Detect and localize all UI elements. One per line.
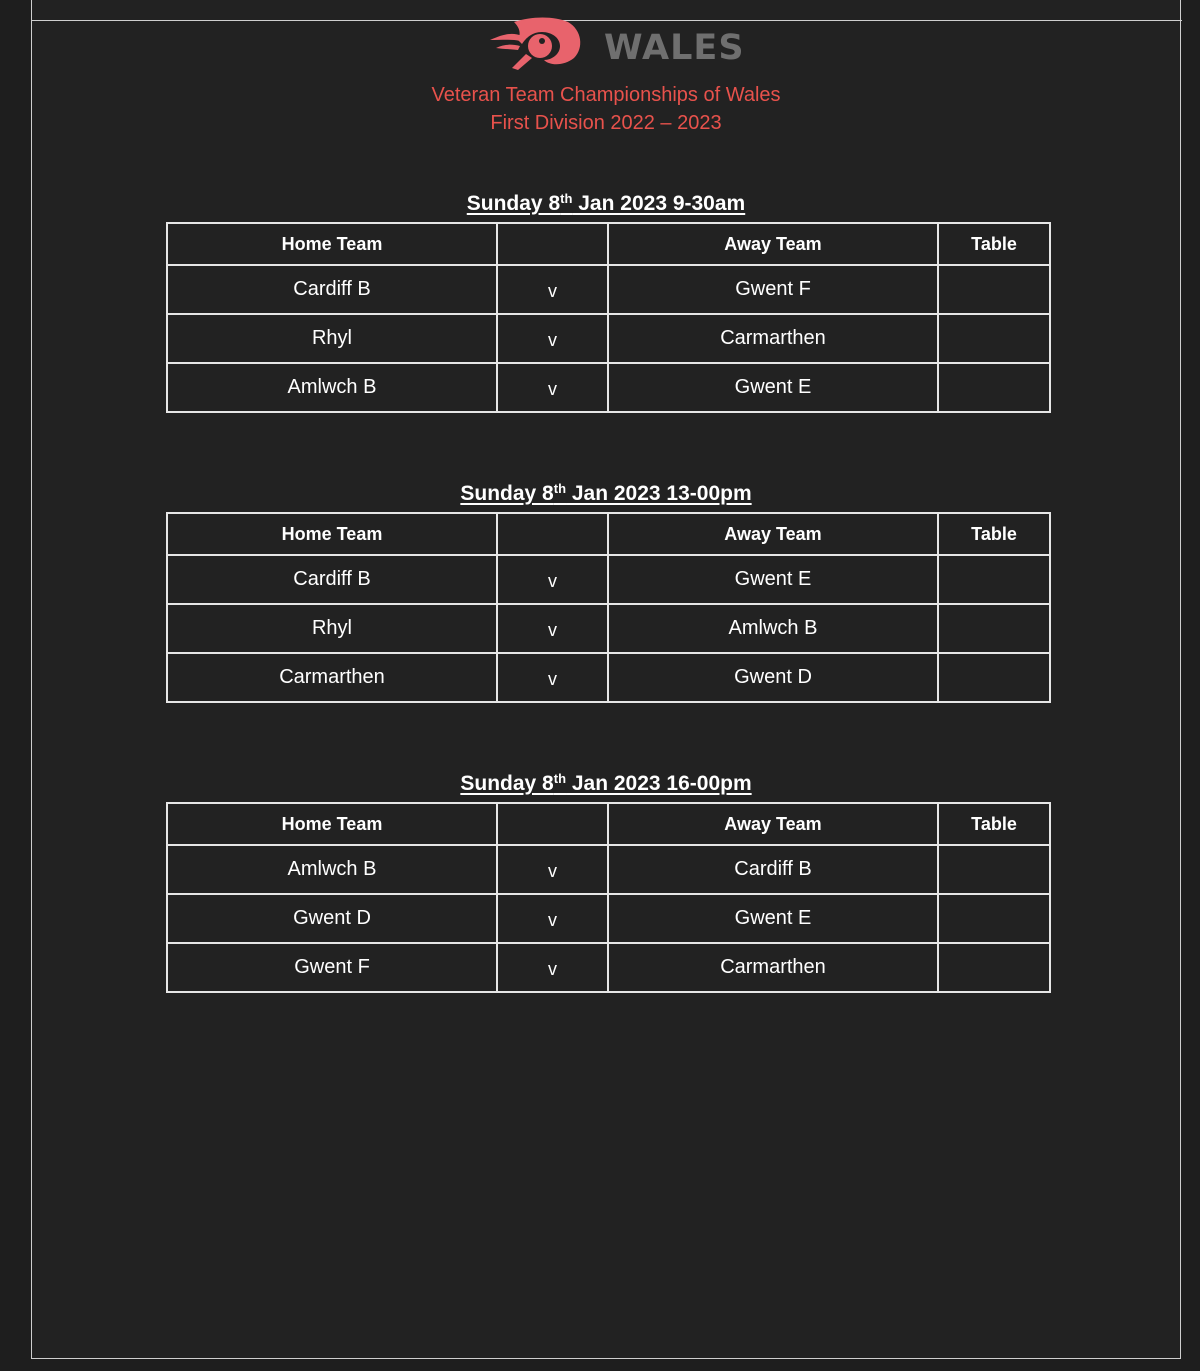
match-row [167, 604, 1050, 653]
home-team-cell: Rhyl [167, 604, 497, 653]
table-header-row [167, 803, 1050, 845]
vs-header [497, 803, 608, 845]
away-team-cell: Amlwch B [608, 604, 938, 653]
table-header-row [167, 223, 1050, 265]
home-team-cell: Gwent F [167, 943, 497, 992]
table-tennis-wales-logo [482, 14, 745, 70]
fixtures-table [166, 512, 1051, 703]
vs-header [497, 223, 608, 265]
match-row [167, 555, 1050, 604]
versus-cell: v [497, 943, 608, 992]
away-team-cell: Gwent E [608, 363, 938, 412]
away-team-cell: Gwent D [608, 653, 938, 702]
match-row [167, 653, 1050, 702]
away-team-cell: Carmarthen [608, 943, 938, 992]
home-team-cell: Rhyl [167, 314, 497, 363]
table-header-row [167, 513, 1050, 555]
match-row [167, 943, 1050, 992]
table-number-cell [938, 604, 1050, 653]
away-team-header: Away Team [608, 223, 938, 265]
session-heading: Sunday 8th Jan 2023 16-00pm [460, 771, 752, 795]
table-number-header: Table [938, 223, 1050, 265]
table-number-cell [938, 555, 1050, 604]
table-number-cell [938, 265, 1050, 314]
table-number-header: Table [938, 803, 1050, 845]
home-team-cell: Cardiff B [167, 555, 497, 604]
away-team-header: Away Team [608, 803, 938, 845]
away-team-cell: Gwent E [608, 555, 938, 604]
match-row [167, 894, 1050, 943]
table-number-cell [938, 845, 1050, 894]
versus-cell: v [497, 894, 608, 943]
match-row [167, 363, 1050, 412]
away-team-cell: Cardiff B [608, 845, 938, 894]
versus-cell: v [497, 555, 608, 604]
table-number-cell [938, 363, 1050, 412]
home-team-cell: Amlwch B [167, 363, 497, 412]
home-team-cell: Carmarthen [167, 653, 497, 702]
session-heading: Sunday 8th Jan 2023 9-30am [466, 191, 746, 215]
match-row [167, 314, 1050, 363]
away-team-cell: Gwent E [608, 894, 938, 943]
versus-cell: v [497, 314, 608, 363]
away-team-header: Away Team [608, 513, 938, 555]
fixtures-table [166, 222, 1051, 413]
match-row [167, 845, 1050, 894]
home-team-cell: Cardiff B [167, 265, 497, 314]
home-team-cell: Gwent D [167, 894, 497, 943]
table-tennis-dragon-icon [482, 14, 592, 70]
versus-cell: v [497, 604, 608, 653]
table-number-cell [938, 943, 1050, 992]
match-row [167, 265, 1050, 314]
versus-cell: v [497, 845, 608, 894]
division-title: First Division 2022 – 2023 [490, 112, 722, 134]
championship-title: Veteran Team Championships of Wales [431, 84, 781, 106]
vs-header [497, 513, 608, 555]
logo-text: WALES [604, 28, 745, 68]
table-number-cell [938, 314, 1050, 363]
home-team-cell: Amlwch B [167, 845, 497, 894]
home-team-header: Home Team [167, 803, 497, 845]
session-heading: Sunday 8th Jan 2023 13-00pm [460, 481, 752, 505]
home-team-header: Home Team [167, 223, 497, 265]
table-number-cell [938, 894, 1050, 943]
table-number-cell [938, 653, 1050, 702]
versus-cell: v [497, 363, 608, 412]
versus-cell: v [497, 653, 608, 702]
home-team-header: Home Team [167, 513, 497, 555]
fixtures-table [166, 802, 1051, 993]
table-number-header: Table [938, 513, 1050, 555]
versus-cell: v [497, 265, 608, 314]
away-team-cell: Gwent F [608, 265, 938, 314]
away-team-cell: Carmarthen [608, 314, 938, 363]
